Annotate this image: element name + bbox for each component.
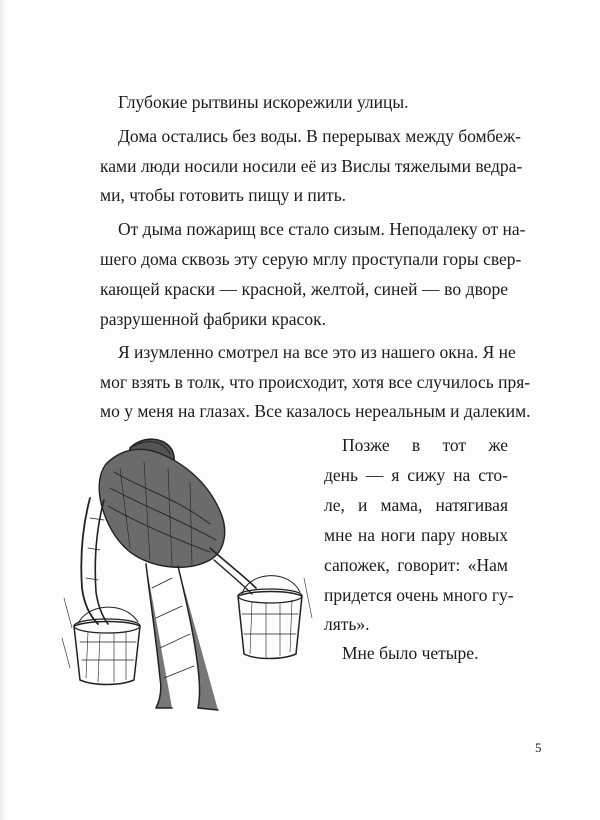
text-line: лять». bbox=[324, 614, 370, 634]
text-line: сапожек, говорит: «Нам bbox=[324, 555, 508, 575]
text-line: Я изумленно смотрел на все это из нашего окна. Я не bbox=[118, 342, 516, 362]
text-line: Дома остались без воды. В перерывах между бомбеж- bbox=[118, 126, 521, 146]
text-line: шего дома сквозь эту серую мглу проступали горы свер- bbox=[100, 249, 522, 269]
text-line: разрушенной фабрики красок. bbox=[100, 309, 326, 329]
text-line: ми, чтобы готовить пищу и пить. bbox=[100, 185, 347, 205]
page-edge-shadow bbox=[0, 0, 6, 820]
text-line: мо у меня на глазах. Все казалось нереальным и далеким. bbox=[100, 401, 531, 421]
text-line: ками люди носили носили её из Вислы тяжелыми ведра- bbox=[100, 156, 523, 176]
text-line: От дыма пожарищ все стало сизым. Неподалеку от на- bbox=[118, 219, 526, 239]
text-line: Позже в тот же bbox=[342, 435, 508, 455]
text-line: кающей краски — красной, желтой, синей — во дворе bbox=[100, 279, 508, 299]
page-number: 5 bbox=[535, 740, 542, 755]
text-line: придется очень много гу- bbox=[324, 585, 514, 605]
text-line: Глубокие рытвины искорежили улицы. bbox=[118, 92, 409, 112]
text-line: день — я сижу на сто- bbox=[324, 465, 508, 485]
text-line: мне на ноги пару новых bbox=[324, 525, 508, 545]
text-line: Мне было четыре. bbox=[342, 643, 479, 663]
text-line: мог взять в толк, что происходит, хотя все случилось пря- bbox=[100, 372, 531, 392]
text-line: ле, и мама, натягивая bbox=[324, 495, 508, 515]
man-carrying-buckets-sketch-icon bbox=[60, 428, 330, 718]
